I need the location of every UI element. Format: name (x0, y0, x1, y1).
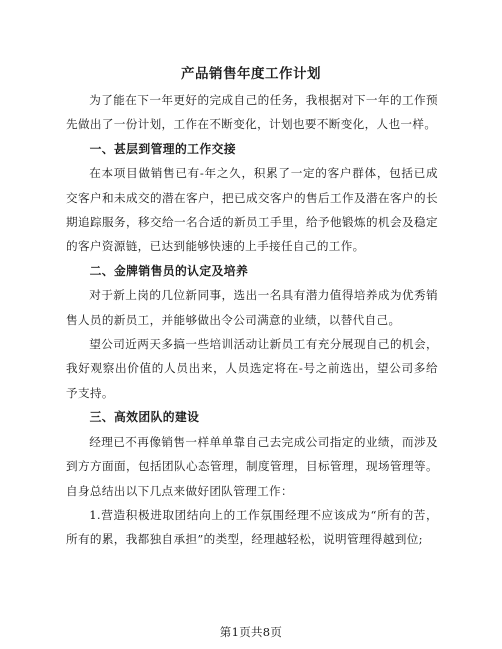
section-heading-1: 一、甚层到管理的工作交接 (89, 141, 236, 156)
section-3-paragraph-1: 经理已不再像销售一样单单靠自己去完成公司指定的业绩，而涉及到方方面面，包括团队心态管理，制度管理，目标管理，现场管理等。自身总结出以下几点来做好团队管理工作： (66, 434, 438, 498)
section-heading-2: 二、金牌销售员的认定及培养 (89, 263, 249, 278)
document-body (66, 88, 438, 552)
section-1-paragraph: 在本项目做销售已有-年之久，积累了一定的客户群体，包括已成交客户和未成交的潜在客户，把已成交客户的售后工作及潜在客户的长期追踪服务，移交给一名合适的新员工手里，给予他锻炼的机会及稳定的客户资源链，已达到能够快速的上手接任自己的工作。 (66, 166, 438, 254)
document-title: 产品销售年度工作计划 (181, 66, 321, 82)
section-2-paragraph-1: 对于新上岗的几位新同事，选出一名具有潜力值得培养成为优秀销售人员的新员工，并能够做出令公司满意的业绩，以替代自己。 (66, 288, 438, 327)
section-heading-3: 三、高效团队的建设 (89, 410, 200, 425)
section-2-paragraph-2: 望公司近两天多搞一些培训活动让新员工有充分展现自己的机会，我好观察出价值的人员出来，人员选定将在-号之前选出，望公司多给予支持。 (66, 337, 438, 400)
section-3-paragraph-2: 1.营造积极进取团结向上的工作氛围经理不应该成为“所有的苦，所有的累，我都独自承担”的类型，经理越轻松，说明管理得越到位; (66, 507, 438, 547)
intro-paragraph: 为了能在下一年更好的完成自己的任务，我根据对下一年的工作预先做出了一份计划，工作在不断变化，计划也要不断变化，人也一样。 (66, 93, 438, 132)
page-number: 第1页共8页 (219, 625, 283, 639)
